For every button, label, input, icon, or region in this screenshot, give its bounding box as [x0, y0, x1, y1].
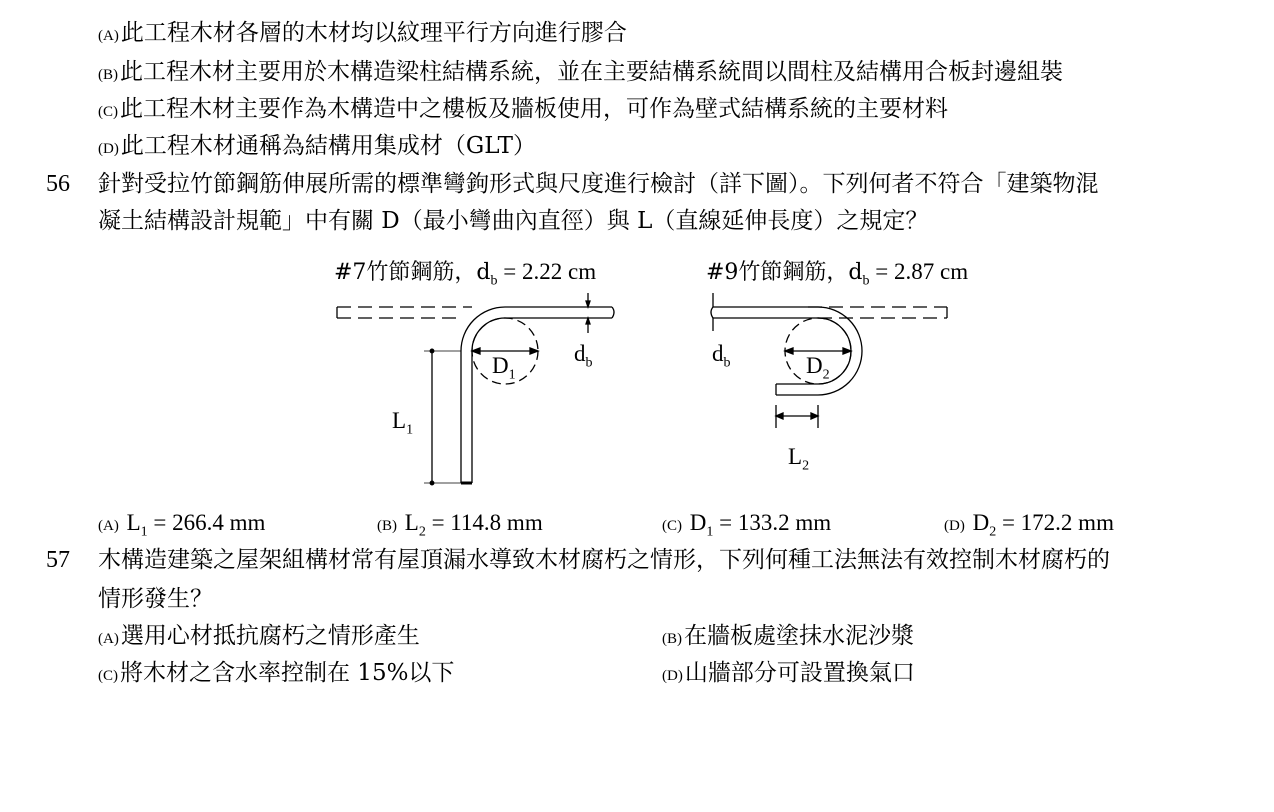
- q55-option-a: [98, 17, 627, 52]
- question-number-57: 57: [46, 547, 70, 573]
- left-dashed-bar: [337, 307, 472, 318]
- option-text: 此工程木材主要用於木構造梁柱結構系統，並在主要結構系統間以間柱及結構用合板封邊組裝: [120, 59, 1063, 85]
- left-bar-end: [612, 307, 614, 318]
- q55-option-b: [98, 56, 1063, 91]
- option-mark: (D): [98, 141, 119, 157]
- q57-option-a: (A)選用心材抵抗腐朽之情形產生: [98, 623, 420, 649]
- option-text: 此工程木材主要作為木構造中之樓板及牆板使用，可作為壁式結構系統的主要材料: [120, 96, 948, 122]
- q57-option-d: (D)山牆部分可設置換氣口: [662, 660, 915, 686]
- left-bar-outer: [461, 307, 612, 483]
- d2-label: $D_2$: [806, 353, 830, 383]
- option-mark: (C): [98, 104, 118, 120]
- q56-option-d: (D) $D_2 = 172.2$ mm: [944, 510, 1114, 540]
- q55-option-c: [98, 93, 948, 128]
- q56-option-c: (C) $D_1 = 133.2$ mm: [662, 510, 832, 540]
- q57-option-b: (B)在牆板處塗抹水泥沙漿: [662, 623, 914, 649]
- option-text: 此工程木材通稱為結構用集成材（GLT）: [120, 133, 536, 159]
- q57-stem-line1: 木構造建築之屋架組構材常有屋頂漏水導致木材腐朽之情形，下列何種工法無法有效控制木材腐朽的: [98, 547, 1110, 573]
- hook-drawing: [320, 255, 1020, 495]
- left-db-label: $d_b$: [574, 341, 593, 371]
- question-number-56: 56: [46, 171, 70, 197]
- option-mark: (A): [98, 28, 119, 44]
- l2-label: $L_2$: [788, 444, 810, 474]
- q57-stem-line2: 情形發生？: [98, 586, 213, 612]
- d1-label: $D_1$: [492, 353, 516, 383]
- rebar-hook-figure: [320, 255, 1020, 495]
- q56-option-a: (A) $L_1 = 266.4$ mm: [98, 510, 266, 540]
- q55-option-d: [98, 130, 536, 165]
- l1-label: $L_1$: [392, 408, 414, 438]
- option-text: 此工程木材各層的木材均以紋理平行方向進行膠合: [120, 20, 627, 46]
- q56-stem-line2: 凝土結構設計規範」中有關 D（最小彎曲內直徑）與 L（直線延伸長度）之規定？: [98, 208, 929, 234]
- right-figure-title: #9竹節鋼筋，$d_b = 2.87$ cm: [706, 259, 969, 289]
- q57-option-c: (C)將木材之含水率控制在 15%以下: [98, 660, 455, 686]
- q56-stem-line1: 針對受拉竹節鋼筋伸展所需的標準彎鉤形式與尺度進行檢討（詳下圖）。下列何者不符合「建築物混: [98, 171, 1099, 197]
- right-db-label: $d_b$: [712, 341, 731, 371]
- q56-option-b: (B) $L_2 = 114.8$ mm: [377, 510, 543, 540]
- option-mark: (B): [98, 67, 118, 83]
- left-figure-title: #7竹節鋼筋，$d_b = 2.22$ cm: [334, 259, 597, 289]
